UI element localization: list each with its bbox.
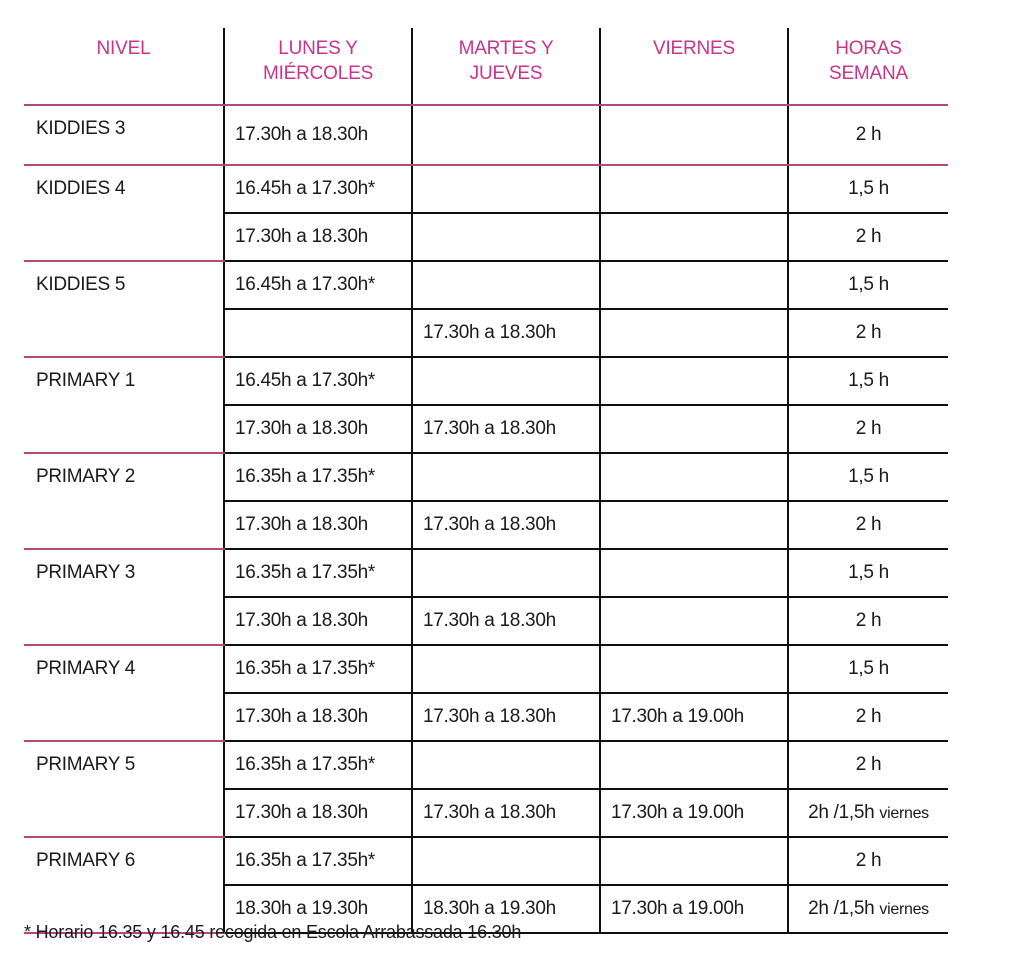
weekly-hours-value: 1,5 h <box>848 562 889 583</box>
table-row <box>24 261 948 309</box>
lunes-miercoles-cell: 16.35h a 17.35h* <box>224 837 412 885</box>
table-row <box>24 165 948 213</box>
viernes-cell <box>600 357 788 405</box>
level-cell: PRIMARY 2 <box>24 453 224 549</box>
lunes-miercoles-cell: 17.30h a 18.30h <box>224 405 412 453</box>
weekly-hours-value: 2 h <box>855 754 882 775</box>
schedule-table <box>24 28 948 934</box>
weekly-hours-value: 2 h <box>855 514 882 535</box>
weekly-hours-cell <box>788 837 948 885</box>
weekly-hours-cell <box>788 501 948 549</box>
weekly-hours-value: 2 h <box>855 322 882 343</box>
level-cell: PRIMARY 4 <box>24 645 224 741</box>
viernes-cell <box>600 501 788 549</box>
viernes-cell: 17.30h a 19.00h <box>600 885 788 933</box>
table-row <box>24 549 948 597</box>
weekly-hours-value: 1,5 h <box>848 658 889 679</box>
lunes-miercoles-cell: 16.35h a 17.35h* <box>224 741 412 789</box>
martes-jueves-cell <box>412 213 600 261</box>
viernes-cell <box>600 549 788 597</box>
weekly-hours-cell <box>788 453 948 501</box>
lunes-miercoles-cell: 16.45h a 17.30h* <box>224 165 412 213</box>
lunes-miercoles-cell: 17.30h a 18.30h <box>224 213 412 261</box>
martes-jueves-cell: 17.30h a 18.30h <box>412 501 600 549</box>
martes-jueves-cell: 17.30h a 18.30h <box>412 597 600 645</box>
weekly-hours-value: 2 h <box>855 610 882 631</box>
martes-jueves-cell: 17.30h a 18.30h <box>412 693 600 741</box>
level-cell: KIDDIES 5 <box>24 261 224 357</box>
weekly-hours-value: 1,5 h <box>848 178 889 199</box>
level-cell: KIDDIES 3 <box>24 105 224 165</box>
weekly-hours-cell <box>788 261 948 309</box>
martes-jueves-cell <box>412 453 600 501</box>
table-row <box>24 105 948 165</box>
weekly-hours-value: 2 h <box>855 850 882 871</box>
header-martes-jueves: MARTES Y JUEVES <box>412 28 600 105</box>
viernes-cell <box>600 645 788 693</box>
martes-jueves-cell: 17.30h a 18.30h <box>412 405 600 453</box>
viernes-cell <box>600 309 788 357</box>
weekly-hours-value: 1,5 h <box>848 274 889 295</box>
weekly-hours-value: 1,5 h <box>848 370 889 391</box>
weekly-hours-note: viernes <box>879 804 929 822</box>
weekly-hours-cell <box>788 357 948 405</box>
weekly-hours-value: 2 h <box>855 226 882 247</box>
table-row <box>24 741 948 789</box>
level-cell: PRIMARY 1 <box>24 357 224 453</box>
lunes-miercoles-cell: 18.30h a 19.30h <box>224 885 412 933</box>
viernes-cell <box>600 597 788 645</box>
weekly-hours-cell <box>788 597 948 645</box>
level-cell: PRIMARY 3 <box>24 549 224 645</box>
weekly-hours-cell <box>788 885 948 933</box>
martes-jueves-cell <box>412 837 600 885</box>
weekly-hours-cell <box>788 693 948 741</box>
level-cell: PRIMARY 5 <box>24 741 224 837</box>
martes-jueves-cell <box>412 105 600 165</box>
table-row <box>24 837 948 885</box>
viernes-cell <box>600 741 788 789</box>
header-horas-semana: HORAS SEMANA <box>788 28 948 105</box>
weekly-hours-cell <box>788 549 948 597</box>
weekly-hours-value: 2 h <box>855 418 882 439</box>
weekly-hours-value: 1,5 h <box>848 466 889 487</box>
weekly-hours-value: 2h /1,5h <box>808 801 875 823</box>
weekly-hours-cell <box>788 645 948 693</box>
weekly-hours-cell <box>788 309 948 357</box>
martes-jueves-cell: 18.30h a 19.30h <box>412 885 600 933</box>
footnote: * Horario 16.35 y 16.45 recogida en Escola Arrabassada 16.30h <box>24 922 522 942</box>
martes-jueves-cell <box>412 165 600 213</box>
header-row <box>24 28 948 105</box>
martes-jueves-cell <box>412 645 600 693</box>
table-row <box>24 453 948 501</box>
martes-jueves-cell <box>412 357 600 405</box>
lunes-miercoles-cell: 17.30h a 18.30h <box>224 105 412 165</box>
weekly-hours-value: 2h /1,5h <box>808 897 875 919</box>
table-row <box>24 645 948 693</box>
level-cell: KIDDIES 4 <box>24 165 224 261</box>
viernes-cell: 17.30h a 19.00h <box>600 789 788 837</box>
lunes-miercoles-cell: 16.45h a 17.30h* <box>224 357 412 405</box>
martes-jueves-cell: 17.30h a 18.30h <box>412 309 600 357</box>
martes-jueves-cell <box>412 741 600 789</box>
viernes-cell <box>600 213 788 261</box>
weekly-hours-cell <box>788 741 948 789</box>
lunes-miercoles-cell: 17.30h a 18.30h <box>224 501 412 549</box>
weekly-hours-cell <box>788 789 948 837</box>
header-viernes: VIERNES <box>600 28 788 105</box>
weekly-hours-cell <box>788 405 948 453</box>
lunes-miercoles-cell: 16.35h a 17.35h* <box>224 453 412 501</box>
weekly-hours-note: viernes <box>879 900 929 918</box>
viernes-cell <box>600 165 788 213</box>
schedule-body <box>24 105 948 933</box>
lunes-miercoles-cell: 16.35h a 17.35h* <box>224 645 412 693</box>
lunes-miercoles-cell: 17.30h a 18.30h <box>224 693 412 741</box>
martes-jueves-cell: 17.30h a 18.30h <box>412 789 600 837</box>
weekly-hours-value: 2 h <box>855 124 882 145</box>
lunes-miercoles-cell: 17.30h a 18.30h <box>224 597 412 645</box>
viernes-cell <box>600 405 788 453</box>
viernes-cell <box>600 261 788 309</box>
lunes-miercoles-cell: 16.45h a 17.30h* <box>224 261 412 309</box>
martes-jueves-cell <box>412 261 600 309</box>
lunes-miercoles-cell <box>224 309 412 357</box>
viernes-cell <box>600 105 788 165</box>
header-lunes-miercoles: LUNES Y MIÉRCOLES <box>224 28 412 105</box>
header-nivel: NIVEL <box>24 28 224 105</box>
viernes-cell: 17.30h a 19.00h <box>600 693 788 741</box>
viernes-cell <box>600 837 788 885</box>
weekly-hours-cell <box>788 105 948 165</box>
lunes-miercoles-cell: 17.30h a 18.30h <box>224 789 412 837</box>
martes-jueves-cell <box>412 549 600 597</box>
level-cell: PRIMARY 6 <box>24 837 224 933</box>
viernes-cell <box>600 453 788 501</box>
table-row <box>24 357 948 405</box>
weekly-hours-cell <box>788 213 948 261</box>
weekly-hours-cell <box>788 165 948 213</box>
lunes-miercoles-cell: 16.35h a 17.35h* <box>224 549 412 597</box>
weekly-hours-value: 2 h <box>855 706 882 727</box>
